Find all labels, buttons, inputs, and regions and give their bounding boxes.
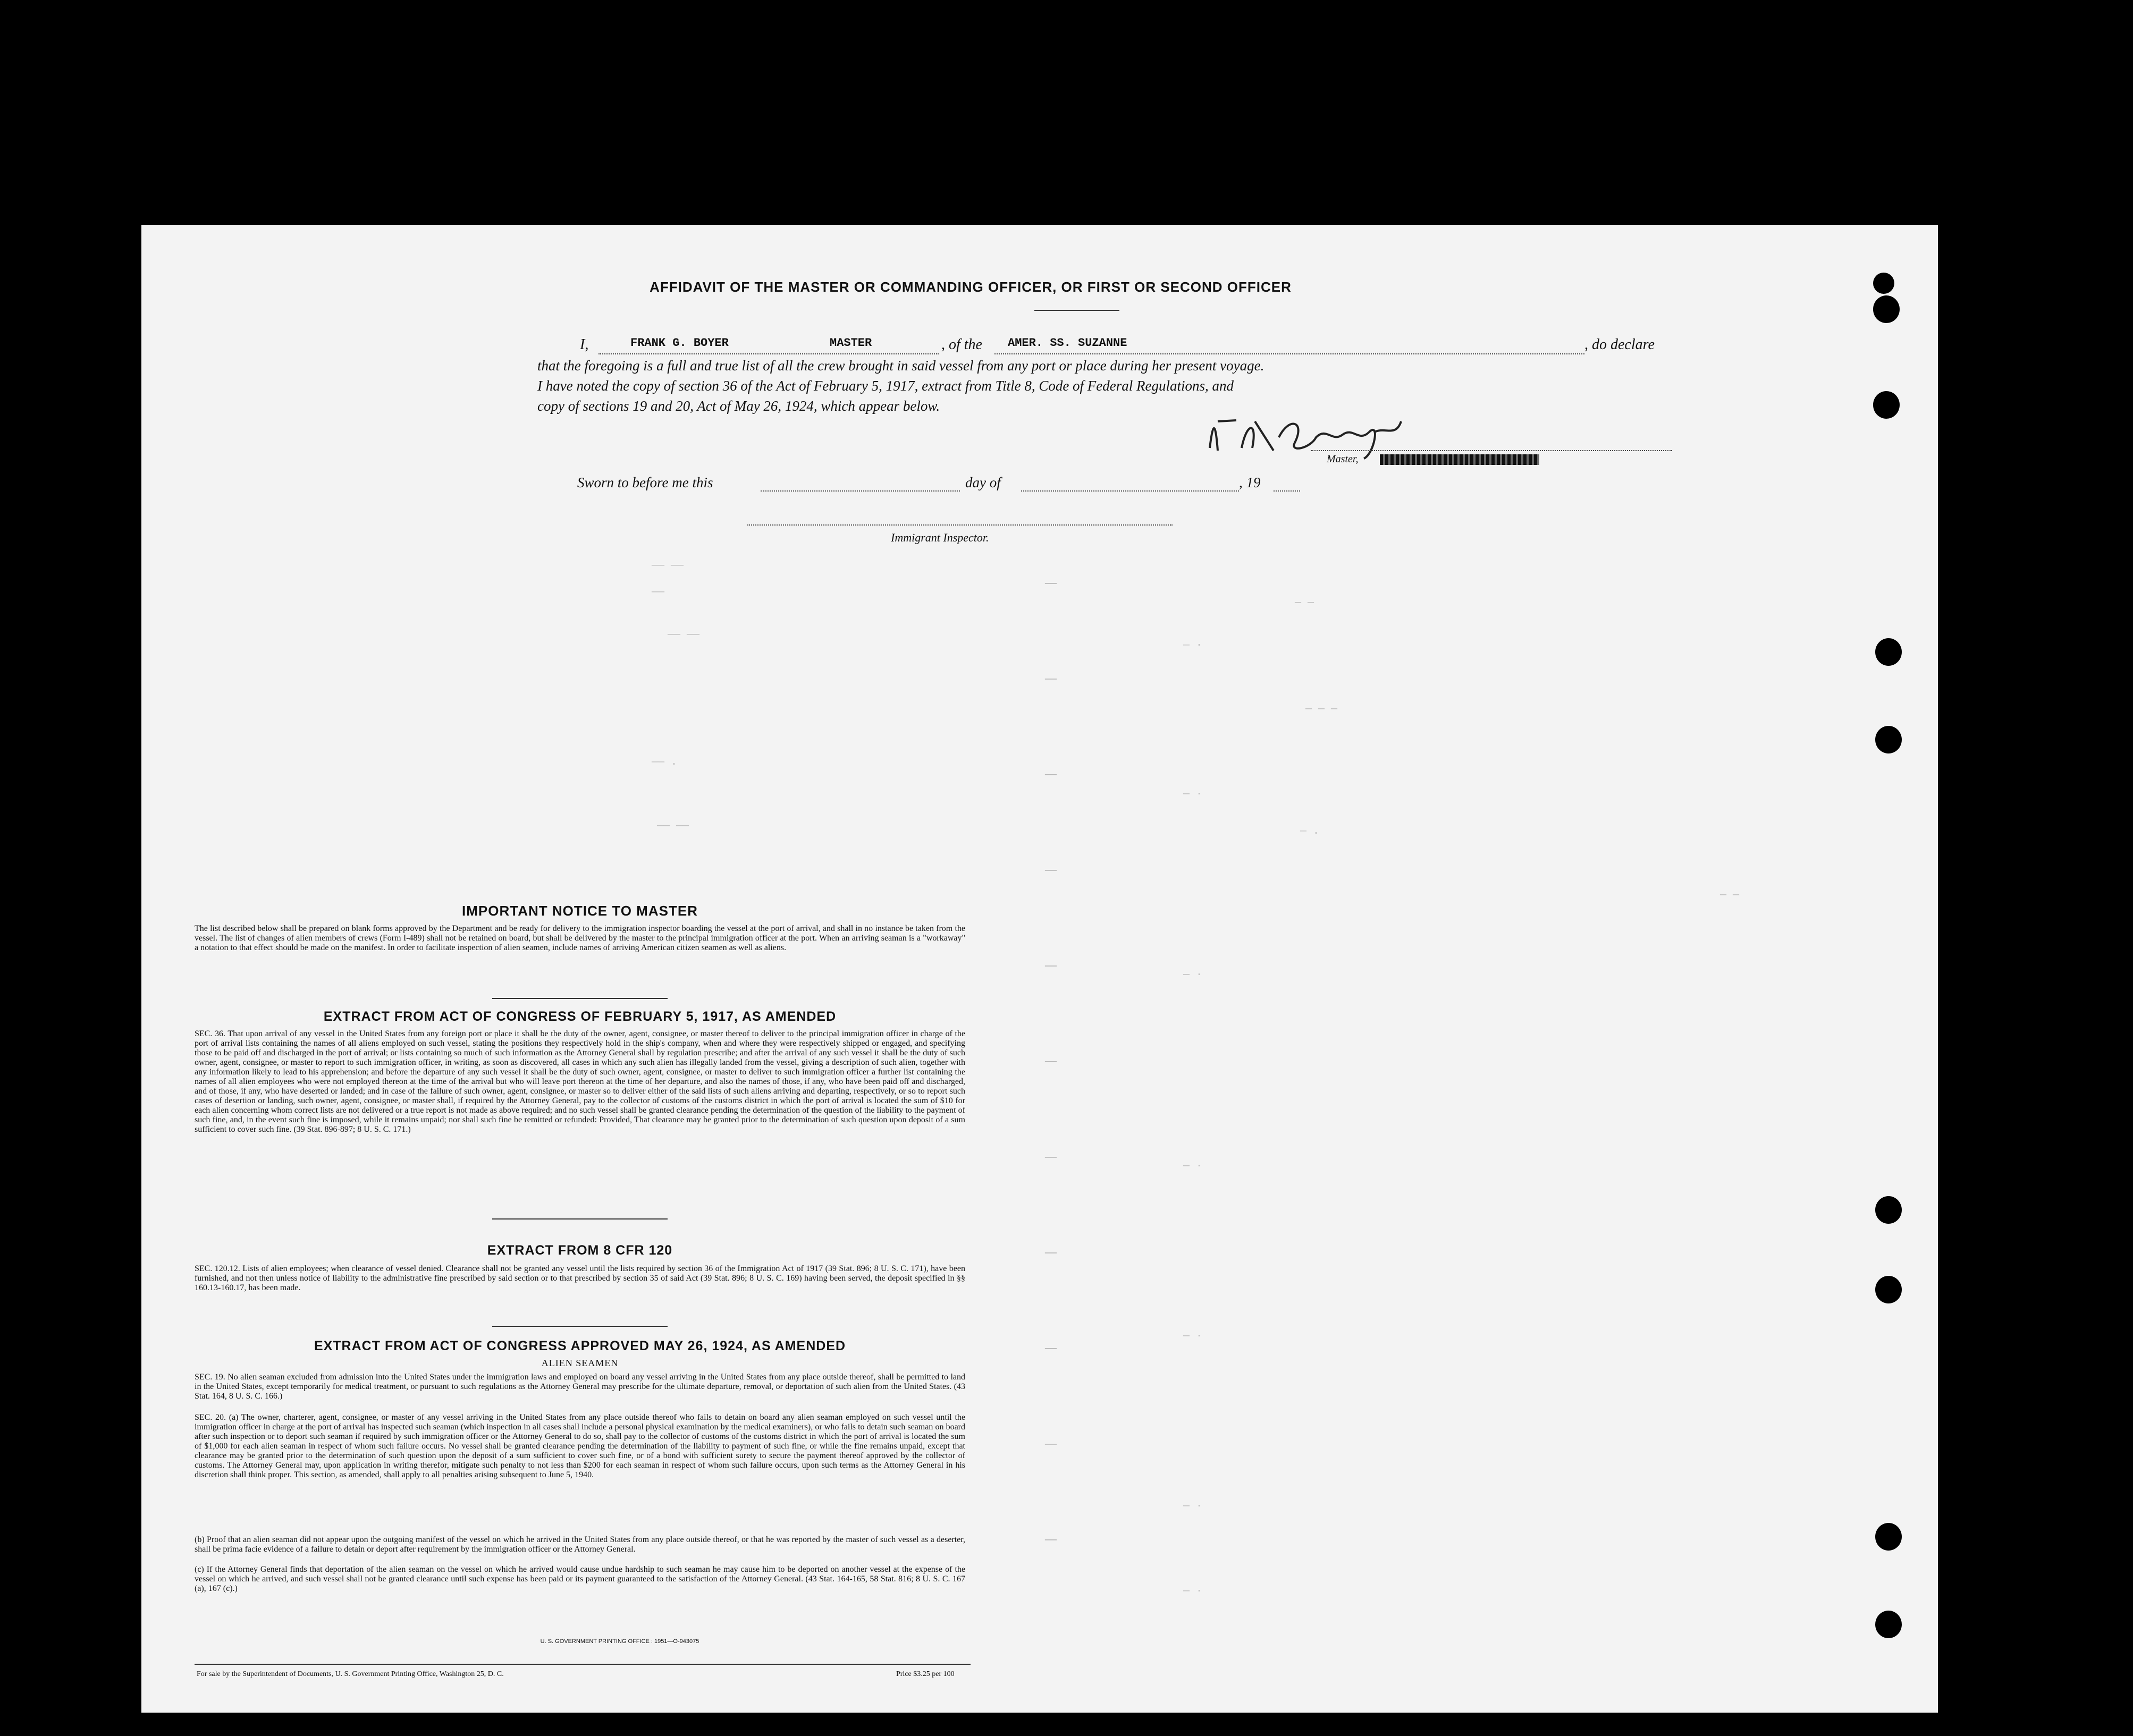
year-field [1274, 478, 1300, 492]
officer-rank: MASTER [830, 336, 872, 350]
bleed-through-mark: — [1045, 1436, 1057, 1450]
bleed-through-mark: —— —— [652, 560, 684, 572]
divider [492, 1218, 668, 1220]
bleed-through-mark: — [1045, 862, 1057, 876]
punch-hole [1875, 1276, 1902, 1303]
bleed-through-mark: — · [1183, 969, 1203, 981]
bleed-through-mark: — · [1183, 1500, 1203, 1512]
bleed-through-mark: —— . [652, 756, 678, 768]
bleed-through-mark: — [1045, 767, 1057, 780]
punch-hole [1875, 1523, 1902, 1551]
sworn-label: Sworn to before me this [577, 475, 713, 490]
sworn-date-field [761, 478, 960, 492]
footer-price: Price $3.25 per 100 [896, 1670, 955, 1678]
footer-sale: For sale by the Superintendent of Documents, U. S. Government Printing Office, Washington 25, D. C. [197, 1670, 504, 1678]
divider [1034, 310, 1119, 311]
bleed-through-mark: — — [1720, 889, 1740, 901]
master-label: Master, [1327, 453, 1359, 465]
sec-20c-text: (c) If the Attorney General finds that deportation of the alien seaman on the vessel on which he arrived would cause undue hardship to such seaman he may cause him to be deported on another vessel at the expense of the vessel on which he arrived, and such vessel shall not be granted clearance until such expense has been paid or its payment guaranteed to the satisfaction of the Attorney General. (43 Stat. 164-165, 58 Stat. 816; 8 U. S. C. 167 (a), 167 (c).) [195, 1565, 965, 1593]
extract-1924-subtitle: ALIEN SEAMEN [541, 1358, 619, 1368]
affidavit-body-3: copy of sections 19 and 20, Act of May 26, 1924, which appear below. [537, 398, 940, 414]
bleed-through-mark: — [1045, 575, 1057, 589]
sec-20b-text: (b) Proof that an alien seaman did not appear upon the outgoing manifest of the vessel on which he arrived in the United States from any place outside thereof, or that he was reported by the master of such vessel as a deserter, shall be prima facie evidence of a failure to detain or deport after requirement by the immigration officer or the Attorney General. [195, 1535, 965, 1554]
bleed-through-mark: — — [1295, 597, 1314, 609]
bleed-through-mark: — [1045, 1532, 1057, 1545]
of-the-label: , of the [941, 336, 982, 353]
vessel-name: AMER. SS. SUZANNE [1008, 336, 1127, 350]
bleed-through-mark: — · [1183, 1585, 1203, 1597]
bleed-through-mark: — · [1183, 639, 1203, 651]
sec-20a-text: SEC. 20. (a) The owner, charterer, agent, consignee, or master of any vessel arriving in the United States from any place outside thereof who fails to detain on board any alien seaman employed on such vessel until the immigration officer in charge at the port of arrival has inspected such seaman (which inspection in all cases shall include a personal physical examination by the medical examiners), or who fails to detain such seaman on board after such inspection or to deport such seaman if required by such immigration officer or the Attorney General to do so, shall pay to the collector of customs of the customs district in which the port of arrival is located the sum of $1,000 for each alien seaman in respect of whom such failure occurs. No vessel shall be granted clearance pending the determination of the liability to payment of such fine, or while the fine remains unpaid, except that clearance may be granted prior to the determination of such question upon the deposit of a sum sufficient to cover such fine, or of a bond with sufficient surety to secure the payment thereof approved by the collector of customs. The Attorney General may, upon application in writing therefor, mitigate such penalty to not less than $200 for each seaman in respect of whom such failure occurs, upon such terms as the Attorney General in his discretion shall think proper. This section, as amended, shall apply to all penalties arising subsequent to June 5, 1940. [195, 1413, 965, 1479]
punch-hole [1875, 1611, 1902, 1638]
punch-hole [1873, 295, 1900, 323]
officer-name: FRANK G. BOYER [630, 336, 729, 350]
affidavit-body-1: that the foregoing is a full and true list of all the crew brought in said vessel from any port or place during her present voyage. [537, 358, 1264, 374]
bleed-through-mark: — [1045, 1054, 1057, 1067]
gpo-imprint: U. S. GOVERNMENT PRINTING OFFICE : 1951—O-943075 [540, 1638, 699, 1645]
divider [492, 998, 668, 999]
year-label: , 19 [1239, 475, 1261, 490]
bleed-through-mark: — [1045, 958, 1057, 971]
document-page [141, 225, 1938, 1713]
punch-hole [1873, 391, 1900, 419]
affidavit-title: AFFIDAVIT OF THE MASTER OR COMMANDING OFFICER, OR FIRST OR SECOND OFFICER [650, 279, 1292, 295]
bleed-through-mark: — · [1183, 788, 1203, 800]
extract-1917-text: SEC. 36. That upon arrival of any vessel in the United States from any foreign port or place it shall be the duty of the owner, agent, consignee, or master thereof to deliver to the principal immigration officer in charge of the port of arrival lists containing the names of all aliens employed on such vessel, stating the positions they respectively hold in the ship's company, when and where they were respectively shipped or engaged, and specifying those to be paid off and discharged in the port of arrival; or lists containing so much of such information as the Attorney General shall by regulation prescribe; and after the arrival of any such vessel it shall be the duty of such owner, agent, consignee, or master to report to such immigration officer, in writing, as soon as discovered, all cases in which any such alien has illegally landed from the vessel, giving a description of such alien, together with any information likely to lead to his apprehension; and before the departure of any such vessel it shall be the duty of such owner, agent, consignee, or master to deliver to such immigration officer a further list containing the names of all alien employees who were not employed thereon at the time of the arrival but who will leave port thereon at the time of her departure, and also the names of those, if any, who have been paid off and discharged, and of those, if any, who have deserted or landed; and in case of the failure of such owner, agent, consignee, or master so to deliver either of the said lists of such aliens arriving and departing, respectively, or so to report such cases of desertion or landing, such owner, agent, consignee, or master shall, if required by the Attorney General, pay to the collector of customs of the customs district in which the port of arrival is located the sum of $10 for each alien concerning whom correct lists are not delivered or a true report is not made as above required; and no such vessel shall be granted clearance pending the determination of the question of the liability to the payment of such fine, and, in the event such fine is imposed, while it remains unpaid; nor shall such fine be remitted or refunded: Provided, That clearance may be granted prior to the determination of such question upon deposit of a sum sufficient to cover such fine. (39 Stat. 896-897; 8 U. S. C. 171.) [195, 1029, 965, 1134]
bleed-through-mark: — [1045, 1341, 1057, 1354]
bleed-through-mark: — — — [1305, 703, 1338, 715]
inspector-signature-line [747, 522, 1173, 526]
extract-1924-title: EXTRACT FROM ACT OF CONGRESS APPROVED MAY 26, 1924, AS AMENDED [314, 1339, 846, 1353]
footer-rule [195, 1664, 971, 1665]
cfr-title: EXTRACT FROM 8 CFR 120 [487, 1243, 673, 1258]
notice-text: The list described below shall be prepared on blank forms approved by the Department and be ready for delivery to the immigration inspector boarding the vessel at the port of arrival, and shall in no instance be taken from the vessel. The list of changes of alien members of crews (Form I-489) shall not be retained on board, but shall be delivered by the master to the principal immigration officer at the port. When an arriving seaman is a "workaway" a notation to that effect should be made on the manifest. In order to facilitate inspection of alien seamen, include names of arriving American citizen seamen as well as aliens. [195, 924, 965, 952]
bleed-through-mark: — [1045, 671, 1057, 684]
affidavit-body-2: I have noted the copy of section 36 of the Act of February 5, 1917, extract from Title 8, Code of Federal Regulations, and [537, 378, 1234, 394]
bleed-through-mark: — [1045, 1149, 1057, 1163]
bleed-through-mark: — · [1183, 1160, 1203, 1172]
punch-hole [1875, 1196, 1902, 1224]
notice-title: IMPORTANT NOTICE TO MASTER [462, 903, 698, 919]
punch-hole [1873, 273, 1894, 294]
punch-hole [1875, 638, 1902, 666]
bleed-through-mark: — · [1183, 1330, 1203, 1342]
bleed-through-mark: —— [652, 586, 665, 598]
extract-1917-title: EXTRACT FROM ACT OF CONGRESS OF FEBRUARY 5, 1917, AS AMENDED [323, 1009, 837, 1024]
cfr-text: SEC. 120.12. Lists of alien employees; when clearance of vessel denied. Clearance shall not be granted any vessel until the lists required by section 36 of the Immigration Act of 1917 (39 Stat. 896; 8 U. S. C. 171), have been furnished, and not then unless notice of liability to the administrative fine prescribed by said section or to that prescribed by section 35 of said Act (39 Stat. 896; 8 U. S. C. 169) having been served, the deposit specified in §§ 160.13-160.17, has been made. [195, 1264, 965, 1292]
do-declare-label: , do declare [1584, 336, 1655, 353]
punch-hole [1875, 726, 1902, 753]
redaction-mark [1380, 454, 1539, 465]
bleed-through-mark: — [1045, 1245, 1057, 1258]
declaration-i: I, [580, 336, 589, 353]
bleed-through-mark: —— —— [657, 820, 689, 832]
sec-19-text: SEC. 19. No alien seaman excluded from admission into the United States under the immigration laws and employed on board any vessel arriving in the United States from any place outside thereof, shall be permitted to land in the United States, except temporarily for medical treatment, or pursuant to such regulations as the Attorney General may prescribe for the ultimate departure, removal, or deportation of such alien from the United States. (43 Stat. 164, 8 U. S. C. 166.) [195, 1373, 965, 1401]
divider [492, 1326, 668, 1327]
bleed-through-mark: —— —— [668, 629, 700, 641]
bleed-through-mark: — . [1300, 825, 1320, 837]
signature-line [1311, 448, 1672, 451]
sworn-month-field [1021, 478, 1239, 492]
inspector-label: Immigrant Inspector. [891, 531, 989, 544]
day-of-label: day of [965, 475, 1001, 490]
